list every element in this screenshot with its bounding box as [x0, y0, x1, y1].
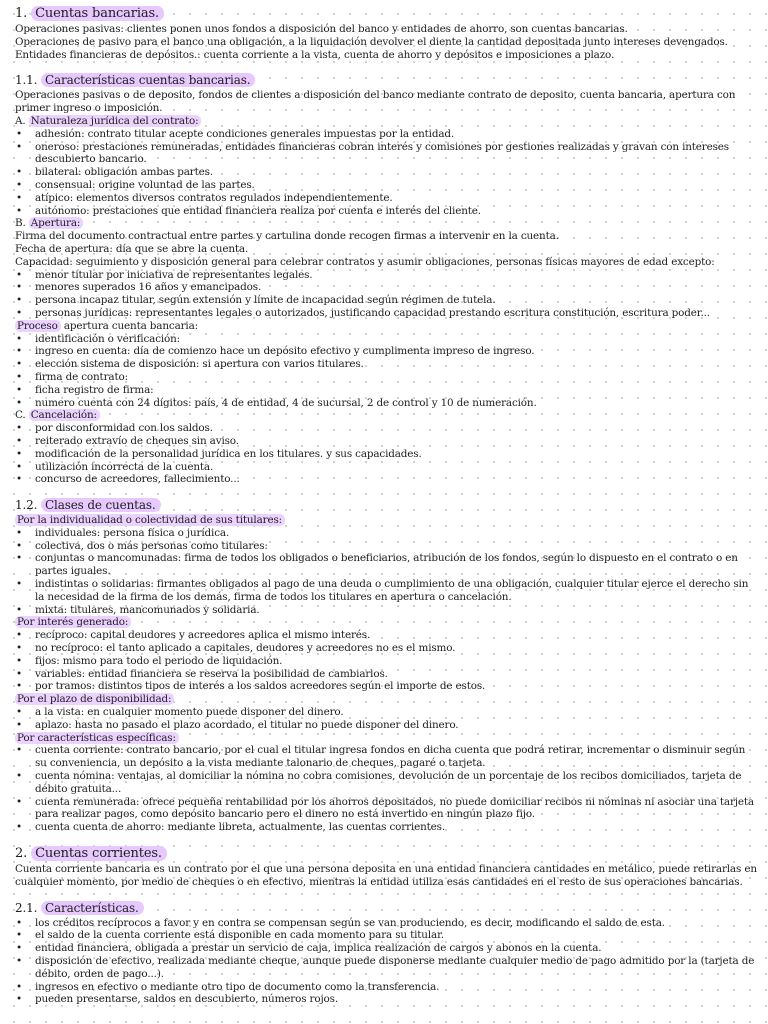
section-1-1-number: 1.1.: [15, 73, 38, 88]
subheading-a-title: Naturaleza jurídica del contrato:: [29, 115, 202, 127]
paragraph: Operaciones pasivas: clientes ponen unos fondos a disposición del banco y entidades de ahorro, son cuentas bancarias.: [15, 23, 628, 35]
list-item: • persona incapaz titular, según extensión y límite de incapacidad según régimen de tutela.: [15, 294, 760, 307]
section-1-2-number: 1.2.: [15, 498, 38, 513]
paragraph: Operaciones de pasivo para el banco una obligación, a la liquidación devolver el diente la cantidad depositada junto intereses devengados.: [15, 35, 728, 48]
list-item: • fijos: mismo para todo el periodo de liquidación.: [15, 655, 760, 668]
list-item: • utilización incorrecta de la cuenta.: [15, 461, 760, 474]
subheading-a: A. Naturaleza jurídica del contrato:: [15, 115, 760, 128]
section-1-number: 1.: [15, 6, 28, 21]
subheading-process-highlight: Proceso: [15, 320, 61, 332]
subheading-b: B. Apertura:: [15, 217, 760, 230]
list-item: • ingresos en efectivo o mediante otro tipo de documento como la transferencia.: [15, 981, 760, 994]
subheading-b-title: Apertura:: [29, 217, 83, 229]
list-item: • atípico: elementos diversos contratos regulados independientemente.: [15, 192, 760, 205]
list-item: • oneroso: prestaciones remuneradas, entidades financieras cobran interés y comisiones por gestiones realizadas y gravan con intereses descubierto bancario.: [15, 141, 760, 167]
list-item: • consensual: origine voluntad de las partes.: [15, 179, 760, 192]
group-heading: Por interés generado:: [15, 616, 760, 629]
list-characteristics: [15, 917, 760, 1007]
list-group-1: [15, 527, 760, 617]
subheading-c-title: Cancelación:: [29, 409, 100, 421]
list-item: • personas jurídicas: representantes legales o autorizados, justificando capacidad prestando escritura constitución, escritura poder...: [15, 307, 760, 320]
list-item: • reiterado extravío de cheques sin aviso.: [15, 435, 760, 448]
section-1-title: Cuentas bancarias.: [31, 6, 164, 21]
section-1-1-title: Características cuentas bancarias.: [41, 73, 255, 87]
list-group-3: [15, 706, 760, 732]
section-1-heading: [15, 6, 760, 22]
paragraph: Fecha de apertura: día que se abre la cuenta.: [15, 242, 249, 255]
list-item: • cuenta nómina: ventajas, al domiciliar la nómina no cobra comisiones, devolución de un porcentaje de los recibos domiciliados, tarjeta de débito gratuita...: [15, 770, 760, 796]
list-group-4: [15, 744, 760, 834]
list-item: • ingreso en cuenta: día de comienzo hace un depósito efectivo y cumplimenta impreso de ingreso.: [15, 345, 760, 358]
list-item: • mixta: titulares, mancomunados y solidaria.: [15, 604, 760, 617]
list-a: [15, 128, 760, 218]
list-item: • menor titular por iniciativa de representantes legales.: [15, 269, 760, 282]
section-1-2-heading: [15, 498, 760, 513]
list-item: • variables: entidad financiera se reserva la posibilidad de cambiarlos.: [15, 668, 760, 681]
list-item: • por tramos: distintos tipos de interés a los saldos acreedores según el importe de estos.: [15, 680, 760, 693]
list-item: • a la vista: en cualquier momento puede disponer del dinero.: [15, 706, 760, 719]
list-item: • entidad financiera, obligada a prestar un servicio de caja, implica realización de cargos y abonos en la cuenta.: [15, 942, 760, 955]
list-b: [15, 269, 760, 320]
group-heading: Por la individualidad o colectividad de sus titulares:: [15, 514, 760, 527]
list-item: • cuenta corriente: contrato bancario, por el cual el titular ingresa fondos en dicha cuenta que podrá retirar, incrementar o disminuir según su conveniencia, un depósito a la vista mediante talonario de cheques, pagaré o tarjeta.: [15, 744, 760, 770]
paragraph: Entidades financieras de depósitos.: cuenta corriente a la vista, cuenta de ahorro y depósitos e imposiciones a plazo.: [15, 48, 615, 61]
notes-document: [15, 6, 760, 1006]
paragraph: Operaciones pasivas o de deposito, fondos de clientes a disposición del banco mediante contrato de deposito, cuenta bancaria, apertura con primer ingreso o imposición.: [15, 89, 736, 115]
group-heading: Por características específicas:: [15, 732, 760, 745]
list-item: • disposición de efectivo, realizada mediante cheque, aunque puede disponerse mediante cualquier medio de pago admitido por la (tarjeta de débito, orden de pago...).: [15, 955, 760, 981]
paragraph: Cuenta corriente bancaria es un contrato por el que una persona deposita en una entidad financiera cantidades en metálico, puede retirarlas en cualquier momento, por medio de cheques o en efectivo, mientras la entidad utiliza esas cantidades en el resto de sus operaciones bancarias.: [15, 863, 757, 888]
list-item: • aplazo: hasta no pasado el plazo acordado, el titular no puede disponer del dinero.: [15, 719, 760, 732]
list-c: [15, 422, 760, 486]
list-item: • recíproco: capital deudores y acreedores aplica el mismo interés.: [15, 629, 760, 642]
section-2-1-heading: [15, 901, 760, 916]
list-item: • ficha registro de firma:: [15, 384, 760, 397]
list-item: • elección sistema de disposición: si apertura con varios titulares.: [15, 358, 760, 371]
list-group-2: [15, 629, 760, 693]
list-item: • los créditos recíprocos a favor y en contra se compensan según se van produciendo, es decir, modificando el saldo de esta.: [15, 917, 760, 930]
list-item: • cuenta cuenta de ahorro: mediante libreta, actualmente, las cuentas corrientes.: [15, 821, 760, 834]
subheading-c: C. Cancelación:: [15, 409, 760, 422]
list-item: • por disconformidad con los saldos.: [15, 422, 760, 435]
section-2-number: 2.: [15, 846, 28, 862]
list-item: • adhesión: contrato titular acepte condiciones generales impuestas por la entidad.: [15, 128, 760, 141]
section-2-1-number: 2.1.: [15, 900, 38, 915]
section-2-title: Cuentas corrientes.: [31, 846, 167, 861]
list-item: • cuenta remunerada: ofrece pequeña rentabilidad por los ahorros depositados, no puede domiciliar recibos ni nóminas ni asociar una tarjeta para realizar pagos, como depósito bancario pero el dinero no está invertido en ningún plazo fijo.: [15, 796, 760, 822]
paragraph: Capacidad: seguimiento y disposición general para celebrar contratos y asumir obligaciones, personas físicas mayores de edad excepto:: [15, 255, 715, 268]
list-item: • colectiva, dos o más personas como titulares:: [15, 540, 760, 553]
list-item: • conjuntas o mancomunadas: firma de todos los obligados o beneficiarios, atribución de los fondos, según lo dispuesto en el contrato o en partes iguales.: [15, 552, 760, 578]
list-item: • concurso de acreedores, fallecimiento...: [15, 473, 760, 486]
group-heading: Por el plazo de disponibilidad:: [15, 693, 760, 706]
list-item: • autónomo: prestaciones que entidad financiera realiza por cuenta e interés del cliente.: [15, 205, 760, 218]
list-item: • identificación o verificación:: [15, 333, 760, 346]
list-item: • el saldo de la cuenta corriente está disponible en cada momento para su titular.: [15, 929, 760, 942]
list-item: • numero cuenta con 24 dígitos: país, 4 de entidad, 4 de sucursal, 2 de control y 10 de numeración.: [15, 397, 760, 410]
list-item: • bilateral: obligación ambas partes.: [15, 166, 760, 179]
list-item: • no recíproco: el tanto aplicado a capitales, deudores y acreedores no es el mismo.: [15, 642, 760, 655]
list-item: • pueden presentarse, saldos en descubierto, números rojos.: [15, 993, 760, 1006]
list-item: • modificación de la personalidad jurídica en los titulares. y sus capacidades.: [15, 448, 760, 461]
subheading-process: Proceso apertura cuenta bancaria:: [17, 319, 198, 332]
paragraph: Firma del documento contractual entre partes y cartulina donde recogen firmas a intervenir en la cuenta.: [15, 230, 559, 243]
section-1-2-title: Clases de cuentas.: [41, 498, 161, 512]
list-item: • individuales: persona física o jurídica.: [15, 527, 760, 540]
list-item: • menores superados 16 años y emancipados.: [15, 281, 760, 294]
section-2-1-title: Características.: [41, 901, 144, 915]
section-2-heading: [15, 846, 760, 862]
list-process: [15, 333, 760, 410]
list-item: • indistintas o solidarias: firmantes obligados al pago de una deuda o cumplimiento de una obligación, cualquier titular ejerce el derecho sin la necesidad de la firma de los demás, firma de todos los titulares en apertura o cancelación.: [15, 578, 760, 604]
section-1-1-heading: [15, 73, 760, 88]
list-item: • firma de contrato:: [15, 371, 760, 384]
